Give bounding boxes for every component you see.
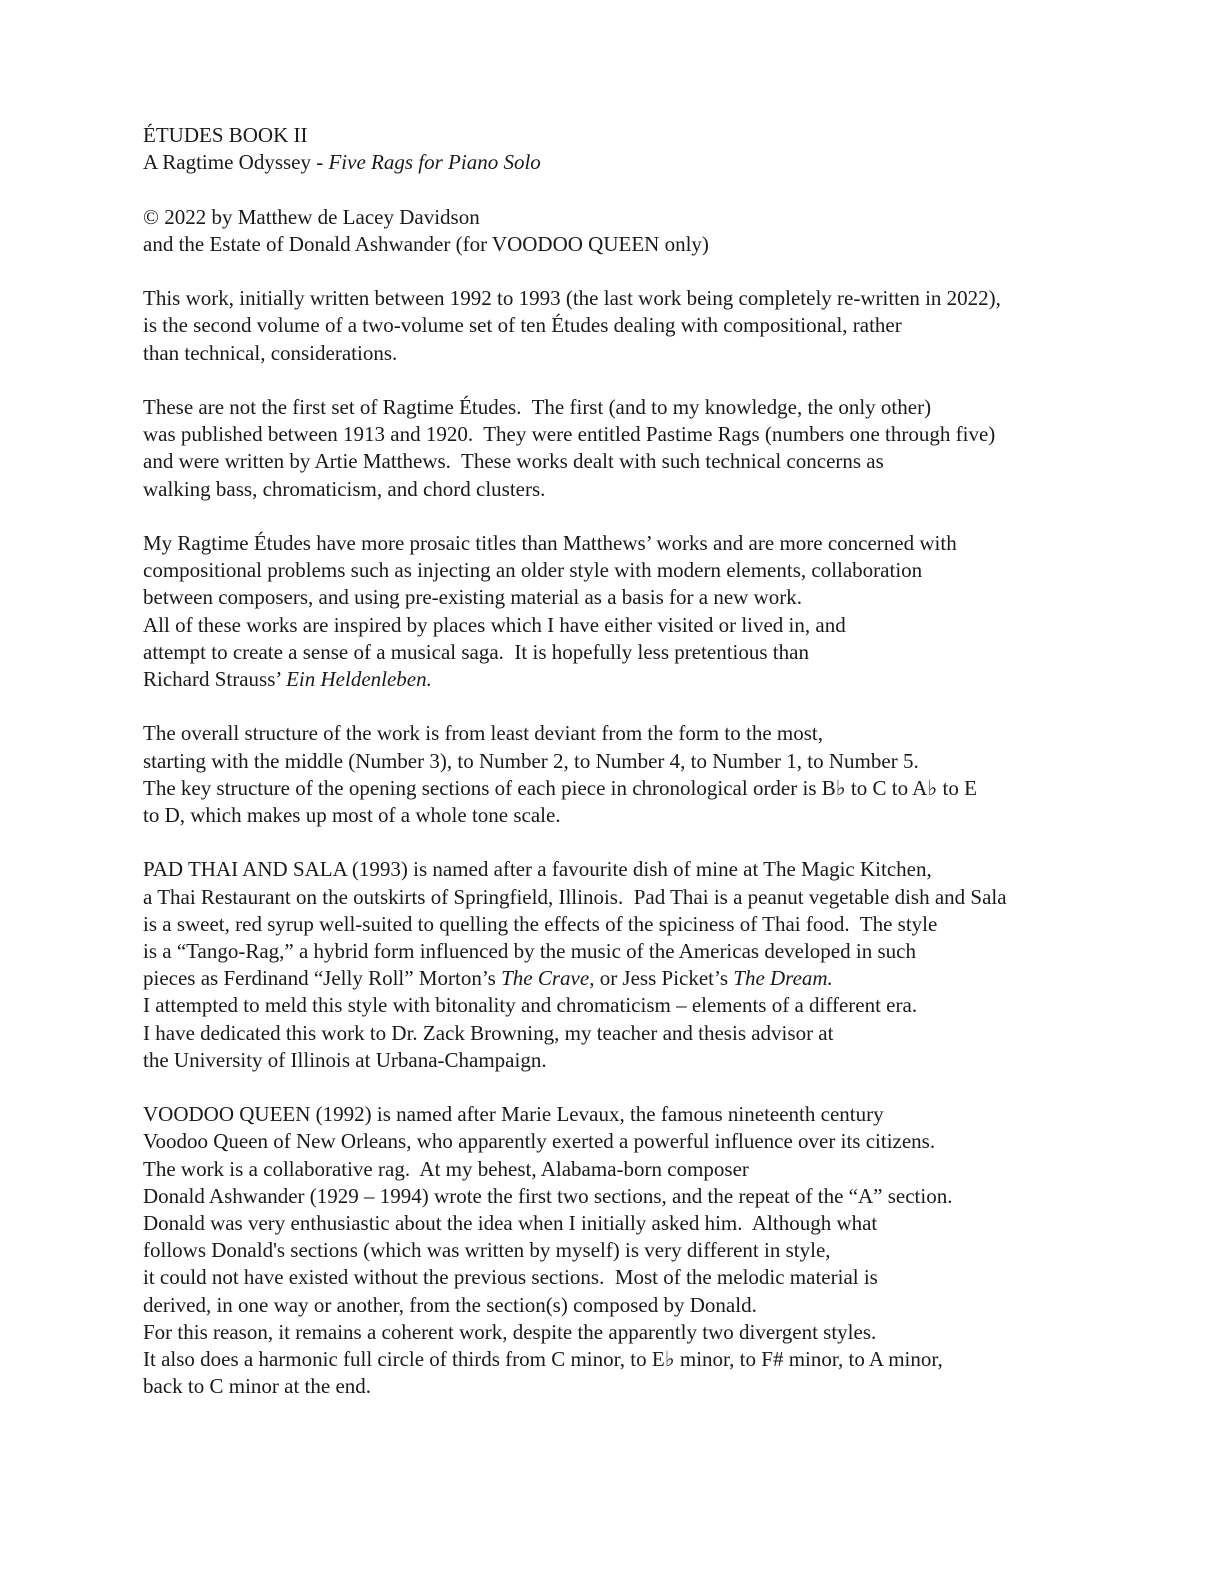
paragraph-line: This work, initially written between 1992 to 1993 (the last work being completely re-written in 2022), (143, 286, 1001, 311)
paragraph-line: the University of Illinois at Urbana-Champaign. (143, 1047, 547, 1072)
document-title: ÉTUDES BOOK II (143, 123, 308, 147)
paragraph-line: All of these works are inspired by places which I have either visited or lived in, and (143, 612, 846, 637)
paragraph-line: My Ragtime Études have more prosaic titles than Matthews’ works and are more concerned with (143, 530, 957, 555)
paragraph-line: was published between 1913 and 1920. They were entitled Pastime Rags (numbers one through five) (143, 422, 996, 447)
paragraph-line: starting with the middle (Number 3), to Number 2, to Number 4, to Number 1, to Number 5. (143, 748, 919, 773)
work-title-italic: The Crave (501, 966, 590, 991)
title-block (143, 122, 1173, 176)
paragraph-line: and were written by Artie Matthews. These works dealt with such technical concerns as (143, 449, 884, 474)
work-title-italic: The Dream. (733, 966, 833, 991)
paragraph-line: it could not have existed without the previous sections. Most of the melodic material is (143, 1265, 878, 1290)
paragraph-line: compositional problems such as injecting an older style with modern elements, collaboration (143, 558, 923, 583)
strauss-prefix: Richard Strauss’ (143, 667, 287, 691)
paragraph-line: is the second volume of a two-volume set of ten Études dealing with compositional, rather (143, 313, 902, 338)
copyright-block (143, 204, 1173, 258)
paragraph-line: VOODOO QUEEN (1992) is named after Marie Levaux, the famous nineteenth century (143, 1102, 884, 1127)
paragraph-line: I attempted to meld this style with bitonality and chromaticism – elements of a different era. (143, 993, 918, 1018)
paragraph-line: walking bass, chromaticism, and chord clusters. (143, 476, 546, 501)
intro-paragraph (143, 285, 1173, 367)
paragraph-line (143, 666, 1173, 693)
paragraph-line: a Thai Restaurant on the outskirts of Springfield, Illinois. Pad Thai is a peanut vegetable dish and Sala (143, 884, 1007, 909)
paragraph-line: The key structure of the opening sections of each piece in chronological order is B♭ to C to A♭ to E (143, 775, 977, 800)
paragraph-line: is a sweet, red syrup well-suited to quelling the effects of the spiciness of Thai food. The style (143, 911, 938, 936)
paragraph-line: Donald was very enthusiastic about the idea when I initially asked him. Although what (143, 1211, 878, 1236)
structure-paragraph (143, 720, 1173, 829)
work-title-italic: Ein Heldenleben. (286, 667, 432, 691)
subtitle-italic: Five Rags for Piano Solo (328, 150, 541, 175)
paragraph-line: I have dedicated this work to Dr. Zack Browning, my teacher and thesis advisor at (143, 1020, 834, 1045)
paragraph-line: PAD THAI AND SALA (1993) is named after a favourite dish of mine at The Magic Kitchen, (143, 857, 932, 882)
copyright-line: © 2022 by Matthew de Lacey Davidson (143, 204, 480, 229)
paragraph-line: is a “Tango-Rag,” a hybrid form influenced by the music of the Americas developed in such (143, 939, 916, 963)
copyright-line: and the Estate of Donald Ashwander (for VOODOO QUEEN only) (143, 231, 709, 256)
paragraph-line (143, 965, 1173, 992)
paragraph-line: than technical, considerations. (143, 340, 398, 365)
paragraph-line: derived, in one way or another, from the section(s) composed by Donald. (143, 1292, 757, 1317)
concerns-paragraph (143, 530, 1173, 693)
history-paragraph (143, 394, 1173, 503)
paragraph-line: Donald Ashwander (1929 – 1994) wrote the first two sections, and the repeat of the “A” section. (143, 1183, 953, 1208)
paragraph-line: Voodoo Queen of New Orleans, who apparently exerted a powerful influence over its citizens. (143, 1129, 936, 1154)
paragraph-line: The overall structure of the work is from least deviant from the form to the most, (143, 721, 823, 746)
paragraph-line: These are not the first set of Ragtime Études. The first (and to my knowledge, the only other) (143, 394, 932, 419)
paragraph-line: It also does a harmonic full circle of thirds from C minor, to E♭ minor, to F# minor, to A minor, (143, 1347, 943, 1372)
paragraph-line: back to C minor at the end. (143, 1374, 372, 1399)
subtitle-prefix: A Ragtime Odyssey - (143, 150, 329, 175)
pad-thai-paragraph (143, 856, 1173, 1074)
text-run: pieces as Ferdinand “Jelly Roll” Morton’s (143, 966, 502, 991)
paragraph-line: to D, which makes up most of a whole tone scale. (143, 803, 561, 827)
paragraph-line: attempt to create a sense of a musical saga. It is hopefully less pretentious than (143, 639, 809, 664)
paragraph-line: For this reason, it remains a coherent work, despite the apparently two divergent styles. (143, 1319, 877, 1344)
document-subtitle (143, 149, 1173, 176)
paragraph-line: The work is a collaborative rag. At my behest, Alabama-born composer (143, 1156, 749, 1181)
document-page (143, 122, 1173, 1400)
text-run: , or Jess Picket’s (589, 966, 734, 991)
paragraph-line: follows Donald's sections (which was written by myself) is very different in style, (143, 1238, 831, 1263)
voodoo-paragraph (143, 1101, 1173, 1400)
paragraph-line: between composers, and using pre-existing material as a basis for a new work. (143, 585, 802, 610)
